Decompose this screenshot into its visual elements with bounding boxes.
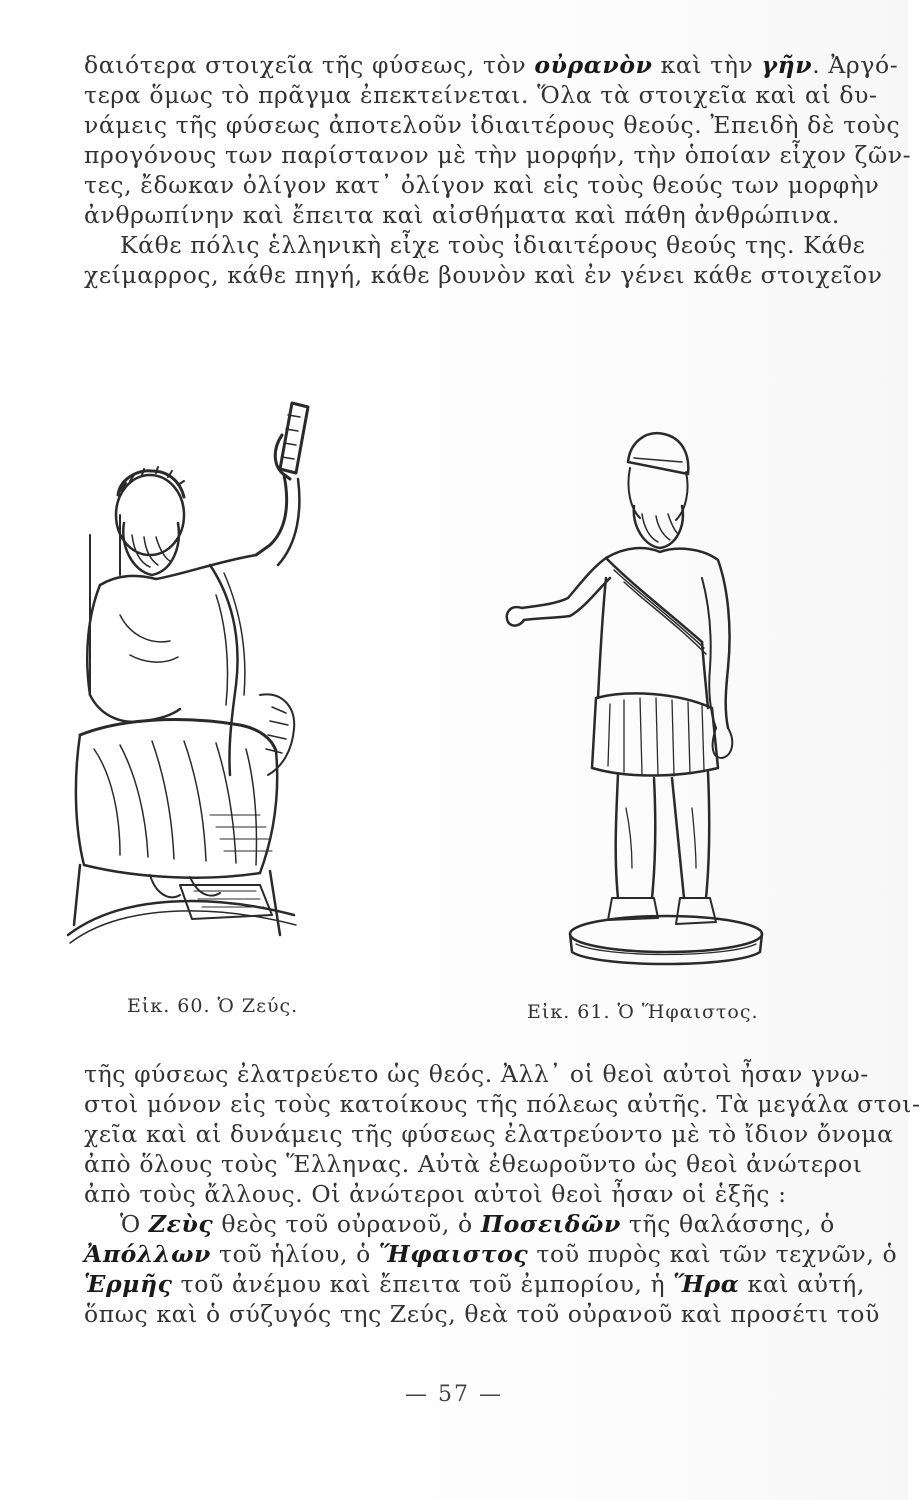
text-run: ἀπὸ ὅλους τοὺς Ἕλληνας. Αὐτὰ ἐθεωροῦντο ὡς θεοὶ ἀνώτεροι	[84, 1150, 863, 1178]
top-paragraph	[84, 50, 912, 290]
text-line	[84, 80, 878, 110]
page-number: — 57 —	[405, 1382, 503, 1407]
text-run: προγόνους των παρίστανον μὲ τὴν μορφήν, τὴν ὁποίαν εἶχον ζῶν-	[84, 141, 912, 169]
text-run: Κάθε πόλις ἑλληνικὴ εἶχε τοὺς ἰδιαιτέρους θεούς της. Κάθε	[120, 231, 866, 259]
text-run: χεῖα καὶ αἱ δυνάμεις τῆς φύσεως ἐλατρεύοντο μὲ τὸ ἴδιον ὄνομα	[84, 1120, 894, 1148]
emphasized-term: Ποσειδῶν	[480, 1210, 621, 1238]
emphasized-term: Ἀπόλλων	[84, 1240, 211, 1268]
text-run: θεὸς τοῦ οὐρανοῦ, ὁ	[213, 1210, 481, 1238]
figure-hephaestus	[496, 428, 786, 973]
text-run: νάμεις τῆς φύσεως ἀποτελοῦν ἰδιαιτέρους θεούς. Ἐπειδὴ δὲ τοὺς	[84, 111, 901, 139]
text-run: τοῦ πυρὸς καὶ τῶν τεχνῶν, ὁ	[528, 1240, 898, 1268]
emphasized-term: Ζεὺς	[148, 1210, 214, 1238]
text-line	[84, 230, 866, 260]
text-run: τες, ἔδωκαν ὀλίγον κατ᾽ ὀλίγον καὶ εἰς τοὺς θεούς των μορφὴν	[84, 171, 880, 199]
text-run: στοὶ μόνον εἰς τοὺς κατοίκους τῆς πόλεως αὐτῆς. Τὰ μεγάλα στοι-	[84, 1090, 921, 1118]
text-line	[84, 260, 883, 290]
text-run: ὅπως καὶ ὁ σύζυγός της Ζεύς, θεὰ τοῦ οὐρανοῦ καὶ προσέτι τοῦ	[84, 1300, 880, 1328]
emphasized-term: Ἑρμῆς	[84, 1270, 173, 1298]
text-run: δαιότερα στοιχεῖα τῆς φύσεως, τὸν	[84, 51, 535, 79]
text-line	[84, 1299, 880, 1329]
emphasized-term: Ἥφαιστος	[378, 1240, 529, 1268]
text-line	[84, 1149, 863, 1179]
text-line	[84, 1179, 798, 1209]
text-line	[84, 1209, 835, 1239]
text-line	[84, 1269, 865, 1299]
figure-60-caption: Εἰκ. 60. Ὁ Ζεύς.	[127, 995, 299, 1017]
zeus-engraving	[60, 395, 340, 965]
text-run: καὶ αὐτή,	[739, 1270, 865, 1298]
figure-61-caption: Εἰκ. 61. Ὁ Ἥφαιστος.	[527, 1001, 759, 1023]
text-run: τῆς φύσεως ἐλατρεύετο ὡς θεός. Ἀλλ᾽ οἱ θεοὶ αὐτοὶ ἦσαν γνω-	[84, 1060, 869, 1088]
text-line	[84, 1119, 894, 1149]
text-run: χείμαρρος, κάθε πηγή, κάθε βουνὸν καὶ ἐν γένει κάθε στοιχεῖον	[84, 261, 883, 289]
text-run: καὶ τὴν	[652, 51, 762, 79]
text-line	[84, 170, 880, 200]
text-run: ἀνθρωπίνην καὶ ἔπειτα καὶ αἰσθήματα καὶ πάθη ἀνθρώπινα.	[84, 201, 840, 229]
text-run: τῆς θαλάσσης, ὁ	[620, 1210, 835, 1238]
text-line	[84, 1239, 898, 1269]
text-run: . Ἀργό-	[812, 51, 899, 79]
hephaestus-engraving	[496, 428, 786, 973]
text-run: τοῦ ἀνέμου καὶ ἔπειτα τοῦ ἐμπορίου, ἡ	[172, 1270, 674, 1298]
text-line	[84, 110, 901, 140]
emphasized-term: Ἥρα	[673, 1270, 740, 1298]
figure-zeus	[60, 395, 340, 965]
text-line	[84, 1059, 869, 1089]
text-line	[84, 140, 912, 170]
text-line	[84, 1089, 921, 1119]
text-run: τοῦ ἡλίου, ὁ	[210, 1240, 379, 1268]
text-run: τερα ὅμως τὸ πρᾶγμα ἐπεκτείνεται. Ὅλα τὰ στοιχεῖα καὶ αἱ δυ-	[84, 81, 878, 109]
text-run: Ὁ	[120, 1210, 149, 1238]
text-run: ἀπὸ τοὺς ἄλλους. Οἱ ἀνώτεροι αὐτοὶ θεοὶ ἦσαν οἱ ἑξῆς :	[84, 1180, 787, 1208]
text-line	[84, 200, 840, 230]
emphasized-term: οὐρανὸν	[534, 51, 653, 79]
emphasized-term: γῆν	[761, 51, 813, 79]
text-line	[84, 50, 899, 80]
bottom-paragraph	[84, 1059, 921, 1329]
